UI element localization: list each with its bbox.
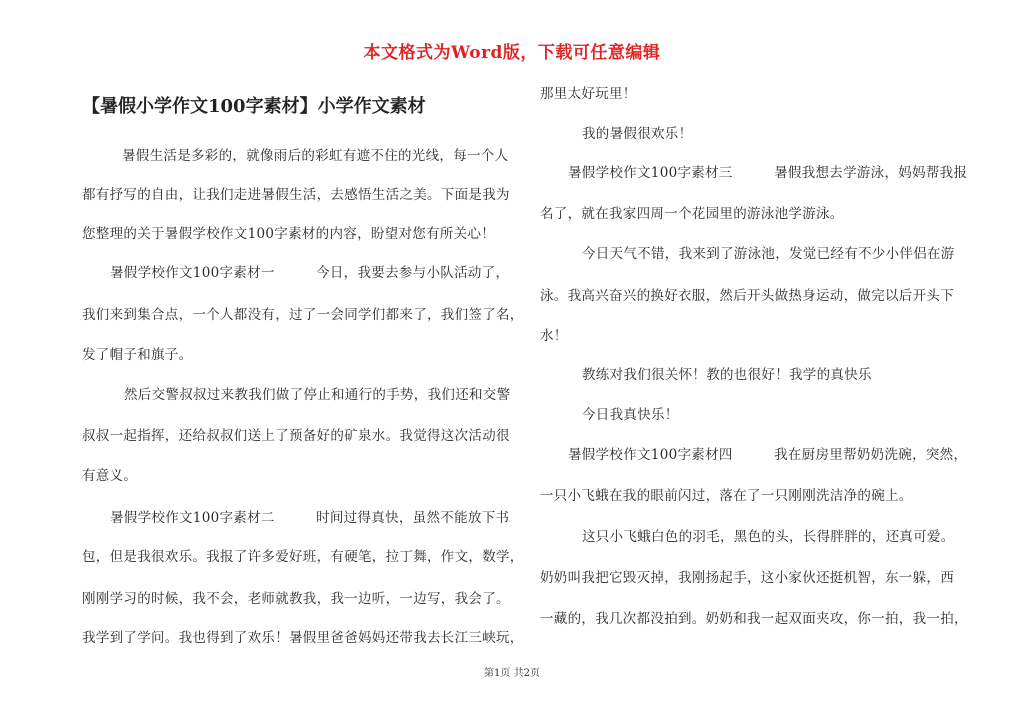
document-title: 【暑假小学作文100字素材】小学作文素材 bbox=[82, 96, 426, 117]
paragraph-line: 暑假学校作文100字素材三 暑假我想去学游泳，妈妈帮我报 bbox=[568, 165, 968, 181]
paragraph-line: 名了，就在我家四周一个花园里的游泳池学游泳。 bbox=[540, 206, 844, 222]
paragraph-line: 包，但是我很欢乐。我报了许多爱好班，有硬笔，拉丁舞，作文，数学， bbox=[82, 549, 524, 565]
page-number: 第1页 共2页 bbox=[484, 668, 540, 679]
paragraph-line: 我们来到集合点，一个人都没有，过了一会同学们都来了，我们签了名， bbox=[82, 307, 524, 323]
paragraph-line: 您整理的关于暑假学校作文100字素材的内容，盼望对您有所关心！ bbox=[82, 226, 496, 242]
paragraph-line: 一藏的，我几次都没拍到。奶奶和我一起双面夹攻，你一拍，我一拍， bbox=[540, 611, 968, 627]
paragraph-line: 那里太好玩里！ bbox=[540, 86, 637, 102]
paragraph-line: 暑假学校作文100字素材一 今日，我要去参与小队活动了， bbox=[110, 265, 510, 281]
paragraph-line: 有意义。 bbox=[82, 468, 138, 484]
download-banner: 本文格式为Word版，下载可任意编辑 bbox=[363, 43, 661, 63]
paragraph-line: 叔叔一起指挥，还给叔叔们送上了预备好的矿泉水。我觉得这次活动很 bbox=[82, 428, 510, 444]
paragraph-line: 发了帽子和旗子。 bbox=[82, 347, 193, 363]
paragraph-line: 暑假学校作文100字素材四 我在厨房里帮奶奶洗碗，突然， bbox=[568, 447, 968, 463]
paragraph-line: 教练对我们很关怀！教的也很好！我学的真快乐 bbox=[582, 367, 872, 383]
paragraph-line: 暑假生活是多彩的，就像雨后的彩虹有遮不住的光线，每一个人 bbox=[122, 148, 509, 164]
paragraph-line: 都有抒写的自由，让我们走进暑假生活，去感悟生活之美。下面是我为 bbox=[82, 187, 510, 203]
paragraph-line: 水！ bbox=[540, 328, 568, 344]
paragraph-line: 泳。我高兴奋兴的换好衣服，然后开头做热身运动，做完以后开头下 bbox=[540, 288, 954, 304]
paragraph-line: 然后交警叔叔过来教我们做了停止和通行的手势，我们还和交警 bbox=[124, 387, 511, 403]
paragraph-line: 奶奶叫我把它毁灭掉，我刚扬起手，这小家伙还挺机智，东一躲，西 bbox=[540, 570, 954, 586]
paragraph-line: 这只小飞蛾白色的羽毛，黑色的头，长得胖胖的，还真可爱。 bbox=[582, 529, 955, 545]
paragraph-line: 今日天气不错，我来到了游泳池，发觉已经有不少小伴侣在游 bbox=[582, 246, 955, 262]
paragraph-line: 今日我真快乐！ bbox=[582, 407, 679, 423]
paragraph-line: 我的暑假很欢乐！ bbox=[582, 126, 693, 142]
paragraph-line: 我学到了学问。我也得到了欢乐！暑假里爸爸妈妈还带我去长江三峡玩， bbox=[82, 630, 524, 646]
paragraph-line: 刚刚学习的时候，我不会，老师就教我，我一边听，一边写，我会了。 bbox=[82, 591, 510, 607]
paragraph-line: 暑假学校作文100字素材二 时间过得真快，虽然不能放下书 bbox=[110, 510, 510, 526]
paragraph-line: 一只小飞蛾在我的眼前闪过，落在了一只刚刚洗洁净的碗上。 bbox=[540, 488, 913, 504]
